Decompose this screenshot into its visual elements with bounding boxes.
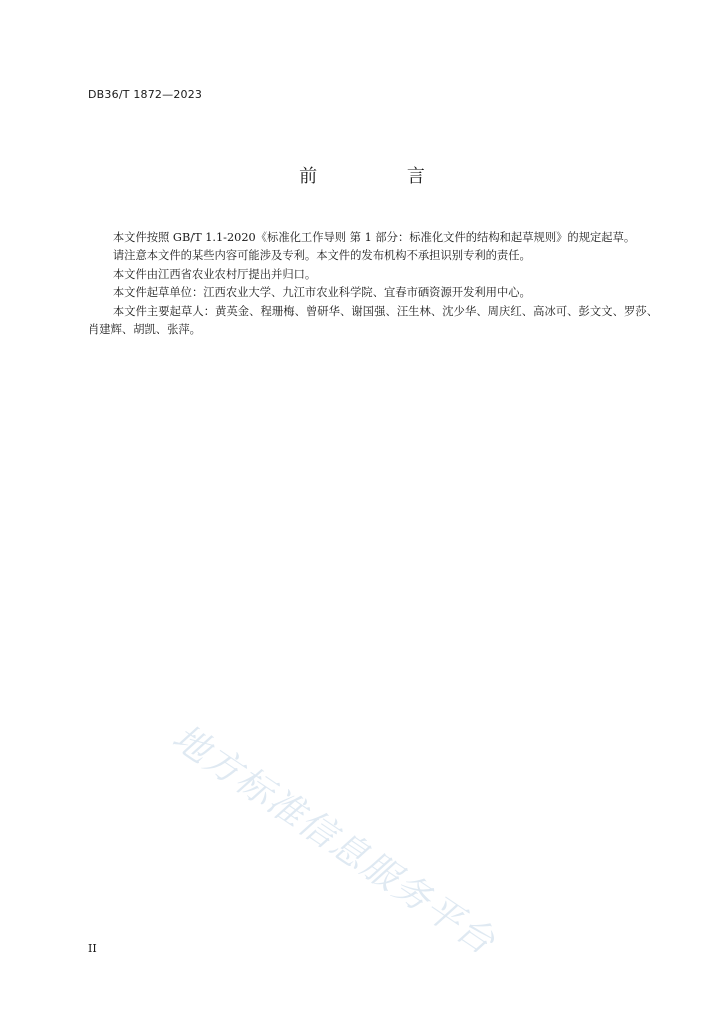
section-title: 前 言 — [299, 166, 467, 187]
paragraph-patent-notice: 请注意本文件的某些内容可能涉及专利。本文件的发布机构不承担识别专利的责任。 — [112, 249, 531, 263]
foreword-body — [88, 229, 658, 339]
page-number: II — [88, 942, 97, 955]
watermark: 地方标准信息服务平台 — [164, 716, 503, 964]
paragraph-drafting-units: 本文件起草单位：江西农业大学、九江市农业科学院、宜春市硒资源开发利用中心。 — [112, 286, 531, 300]
paragraph-standard-basis: 本文件按照 GB/T 1.1-2020《标准化工作导则 第 1 部分：标准化文件的结构和起草规则》的规定起草。 — [112, 231, 636, 244]
paragraph-drafters: 本文件主要起草人：黄英金、程珊梅、曾研华、谢国强、汪生林、沈少华、周庆红、高冰可、彭文文、罗莎、肖建辉、胡凯、张萍。 — [88, 304, 658, 337]
document-code: DB36/T 1872—2023 — [88, 88, 203, 101]
paragraph-proposer: 本文件由江西省农业农村厅提出并归口。 — [112, 267, 317, 281]
